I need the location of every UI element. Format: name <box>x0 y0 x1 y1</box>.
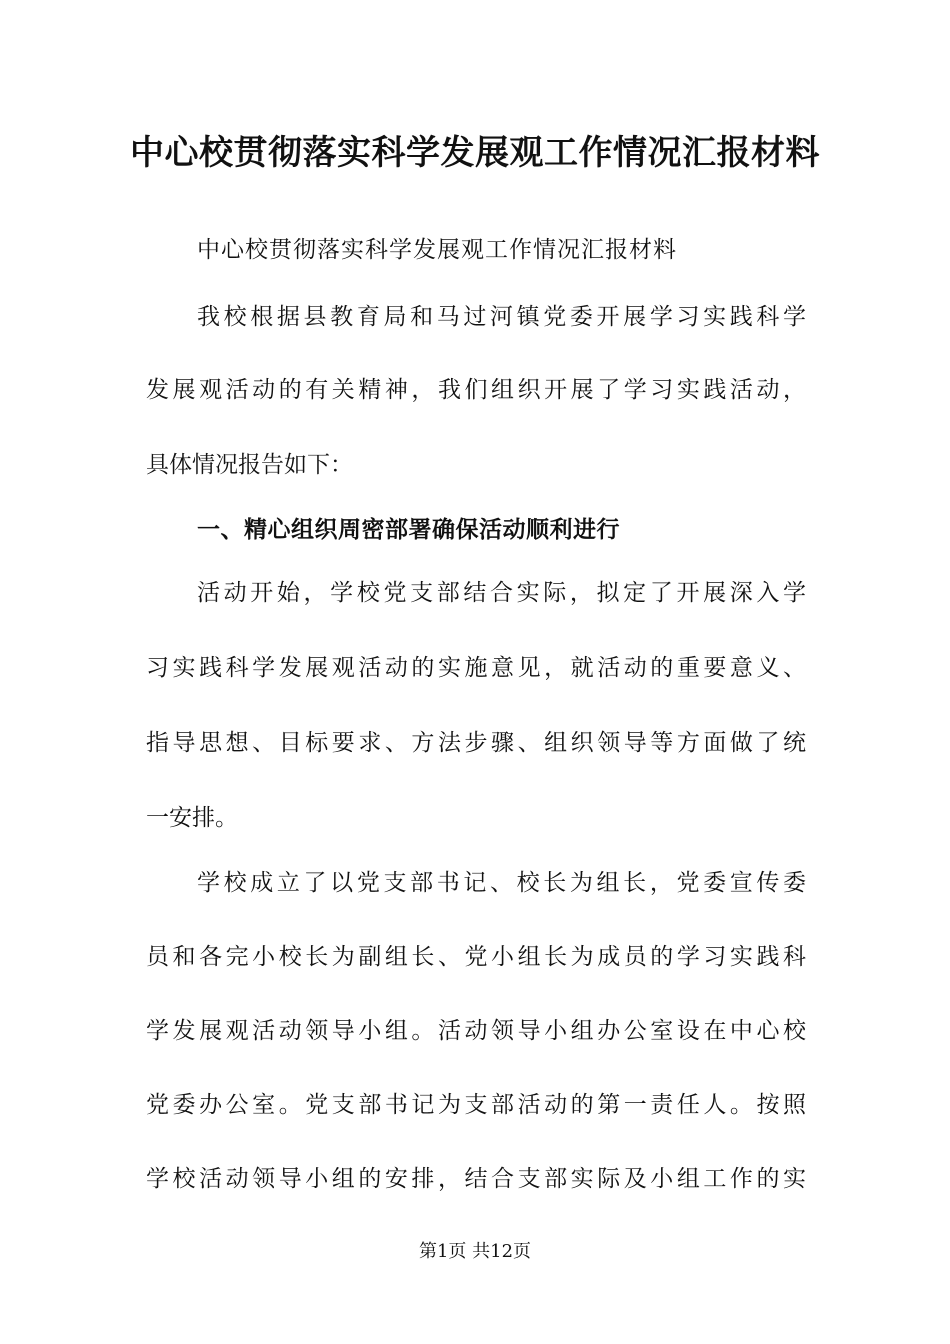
paragraph-line: 活动开始，学校党支部结合实际，拟定了开展深入学 <box>197 580 806 606</box>
document-title: 中心校贯彻落实科学发展观工作情况汇报材料 <box>130 133 820 173</box>
paragraph-line: 学校活动领导小组的安排，结合支部实际及小组工作的实 <box>146 1166 806 1192</box>
paragraph-line: 一安排。 <box>146 805 238 831</box>
paragraph-line: 我校根据县教育局和马过河镇党委开展学习实践科学 <box>197 304 806 330</box>
paragraph-line: 发展观活动的有关精神，我们组织开展了学习实践活动， <box>146 377 806 403</box>
paragraph-line: 党委办公室。党支部书记为支部活动的第一责任人。按照 <box>146 1092 806 1118</box>
paragraph-line: 学发展观活动领导小组。活动领导小组办公室设在中心校 <box>146 1018 806 1044</box>
section-heading: 一、精心组织周密部署确保活动顺利进行 <box>197 517 620 543</box>
paragraph-line: 学校成立了以党支部书记、校长为组长，党委宣传委 <box>197 870 806 896</box>
paragraph-line: 指导思想、目标要求、方法步骤、组织领导等方面做了统 <box>146 730 806 756</box>
paragraph-line: 习实践科学发展观活动的实施意见，就活动的重要意义、 <box>146 655 806 681</box>
paragraph-line: 员和各完小校长为副组长、党小组长为成员的学习实践科 <box>146 944 806 970</box>
document-subtitle: 中心校贯彻落实科学发展观工作情况汇报材料 <box>197 237 677 263</box>
paragraph-line: 具体情况报告如下： <box>146 452 353 478</box>
page-number-footer: 第1页 共12页 <box>418 1241 532 1262</box>
